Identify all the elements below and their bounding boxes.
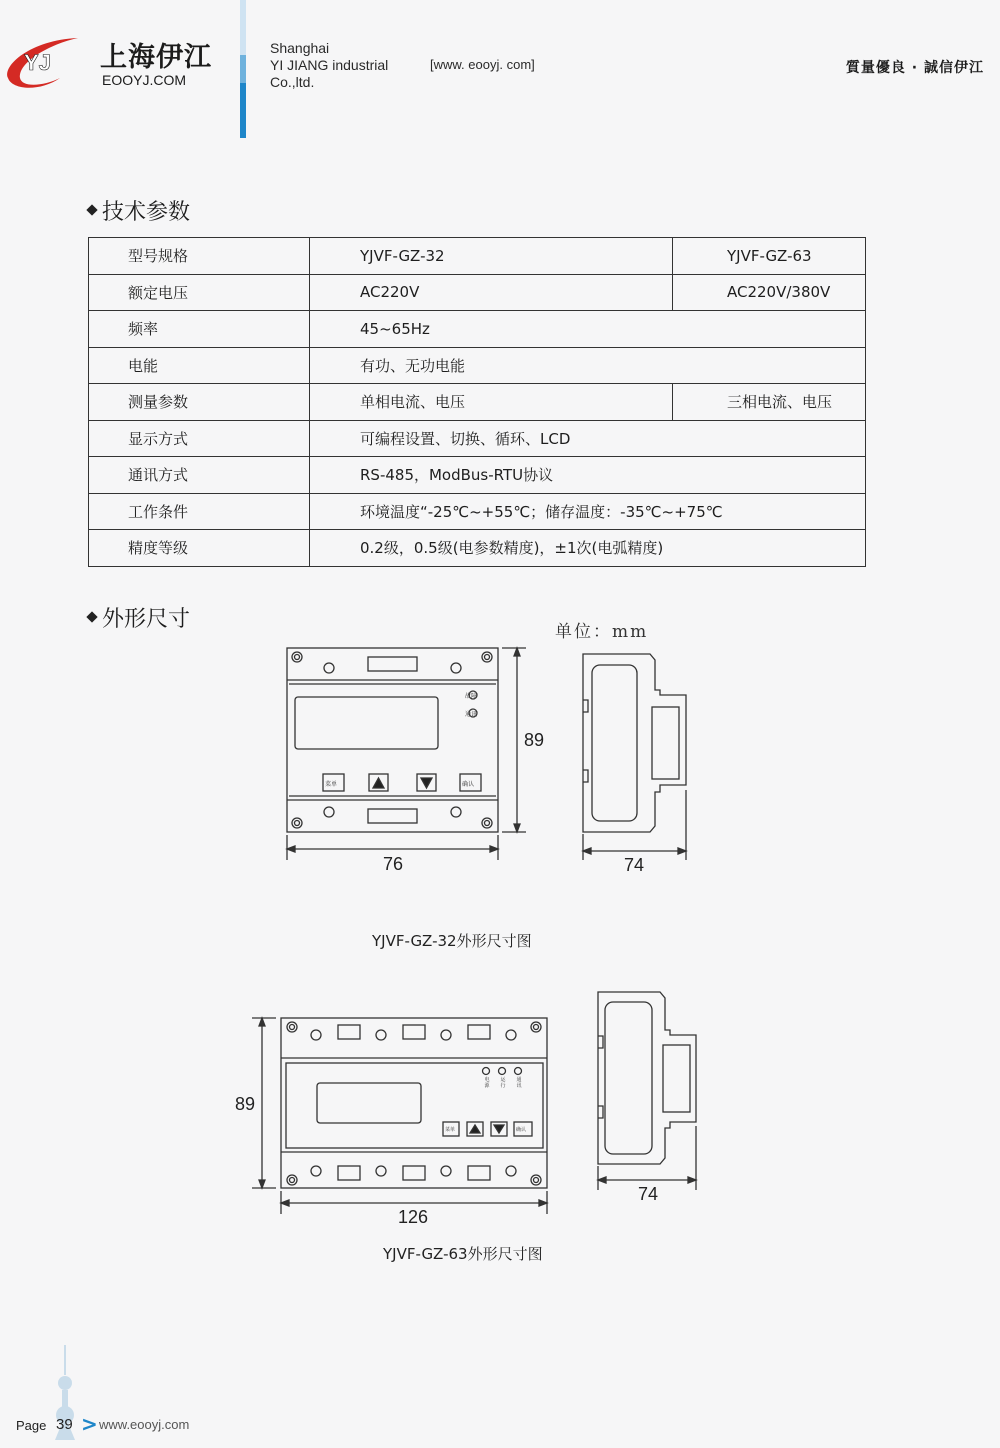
unit-label: 单位：mm [555, 622, 649, 642]
led-label-comm-63: 通讯 [516, 1077, 522, 1089]
spec-value: 单相电流、电压 [310, 384, 673, 421]
company-line-3: Co.,ltd. [270, 74, 315, 90]
dim-width-63: 126 [398, 1207, 429, 1227]
spec-label: 显示方式 [89, 420, 310, 457]
spec-value: RS-485，ModBus-RTU协议 [310, 457, 866, 494]
menu-button-label: 菜单 [325, 781, 338, 788]
spec-value: 0.2级，0.5级(电参数精度)，±1次(电弧精度) [310, 530, 866, 567]
logo-chinese-name: 上海伊江 [100, 42, 212, 73]
section-title-specs-text: 技术参数 [102, 200, 191, 225]
spec-value: 环境温度“-25℃~+55℃；储存温度：-35℃~+75℃ [310, 493, 866, 530]
led-label-run: 运行 [500, 1077, 506, 1089]
spec-value: AC220V [310, 274, 673, 311]
header-website: [www. eooyj. com] [430, 57, 535, 72]
spec-value: 可编程设置、切换、循环、LCD [310, 420, 866, 457]
dim-height-63: 89 [235, 1094, 256, 1114]
footer-website: www.eooyj.com [99, 1417, 190, 1432]
spec-value-alt: YJVF-GZ-63 [673, 238, 866, 275]
spec-value: YJVF-GZ-32 [310, 238, 673, 275]
side-outline-63 [598, 992, 696, 1164]
dim-depth-63: 74 [638, 1184, 659, 1204]
led-label-fault: 故障 [465, 693, 478, 700]
spec-value: 45~65Hz [310, 311, 866, 348]
spec-value-alt: AC220V/380V [673, 274, 866, 311]
spec-value-alt: 三相电流、电压 [673, 384, 866, 421]
spec-label: 测量参数 [89, 384, 310, 421]
chevron-right-icon: > [81, 1412, 98, 1436]
section-title-dimensions-text: 外形尺寸 [102, 607, 191, 632]
front-outline-63 [281, 1018, 547, 1188]
page-label: Page [16, 1418, 47, 1433]
spec-label: 型号规格 [89, 238, 310, 275]
led-label-power: 电源 [484, 1077, 490, 1089]
logo-domain: EOOYJ.COM [102, 72, 187, 88]
down-arrow-icon [494, 1125, 504, 1133]
confirm-button-label: 确认 [462, 781, 475, 788]
drawing2-caption: YJVF-GZ-63外形尺寸图 [383, 1245, 543, 1263]
menu-button-label-63: 菜单 [445, 1127, 456, 1133]
spec-label: 工作条件 [89, 493, 310, 530]
spec-label: 精度等级 [89, 530, 310, 567]
up-arrow-icon [470, 1125, 480, 1133]
header-slogan: 質量優良 · 誠信伊江 [845, 60, 984, 76]
drawing1-caption: YJVF-GZ-32外形尺寸图 [372, 932, 532, 950]
logo-mark-text: YJ [24, 50, 51, 75]
dim-depth: 74 [624, 855, 645, 875]
lcd-screen-63 [317, 1083, 421, 1123]
company-line-1: Shanghai [270, 40, 330, 56]
led-label-comm: 通讯 [465, 711, 478, 718]
dim-height: 89 [524, 730, 545, 750]
page-number: 39 [56, 1416, 73, 1433]
spec-label: 频率 [89, 311, 310, 348]
spec-label: 电能 [89, 347, 310, 384]
spec-value: 有功、无功电能 [310, 347, 866, 384]
panel-63 [286, 1063, 543, 1148]
company-line-2: YI JIANG industrial [270, 57, 389, 73]
dim-width: 76 [383, 854, 404, 874]
confirm-button-label-63: 确认 [516, 1127, 527, 1133]
spec-label: 通讯方式 [89, 457, 310, 494]
spec-label: 额定电压 [89, 274, 310, 311]
